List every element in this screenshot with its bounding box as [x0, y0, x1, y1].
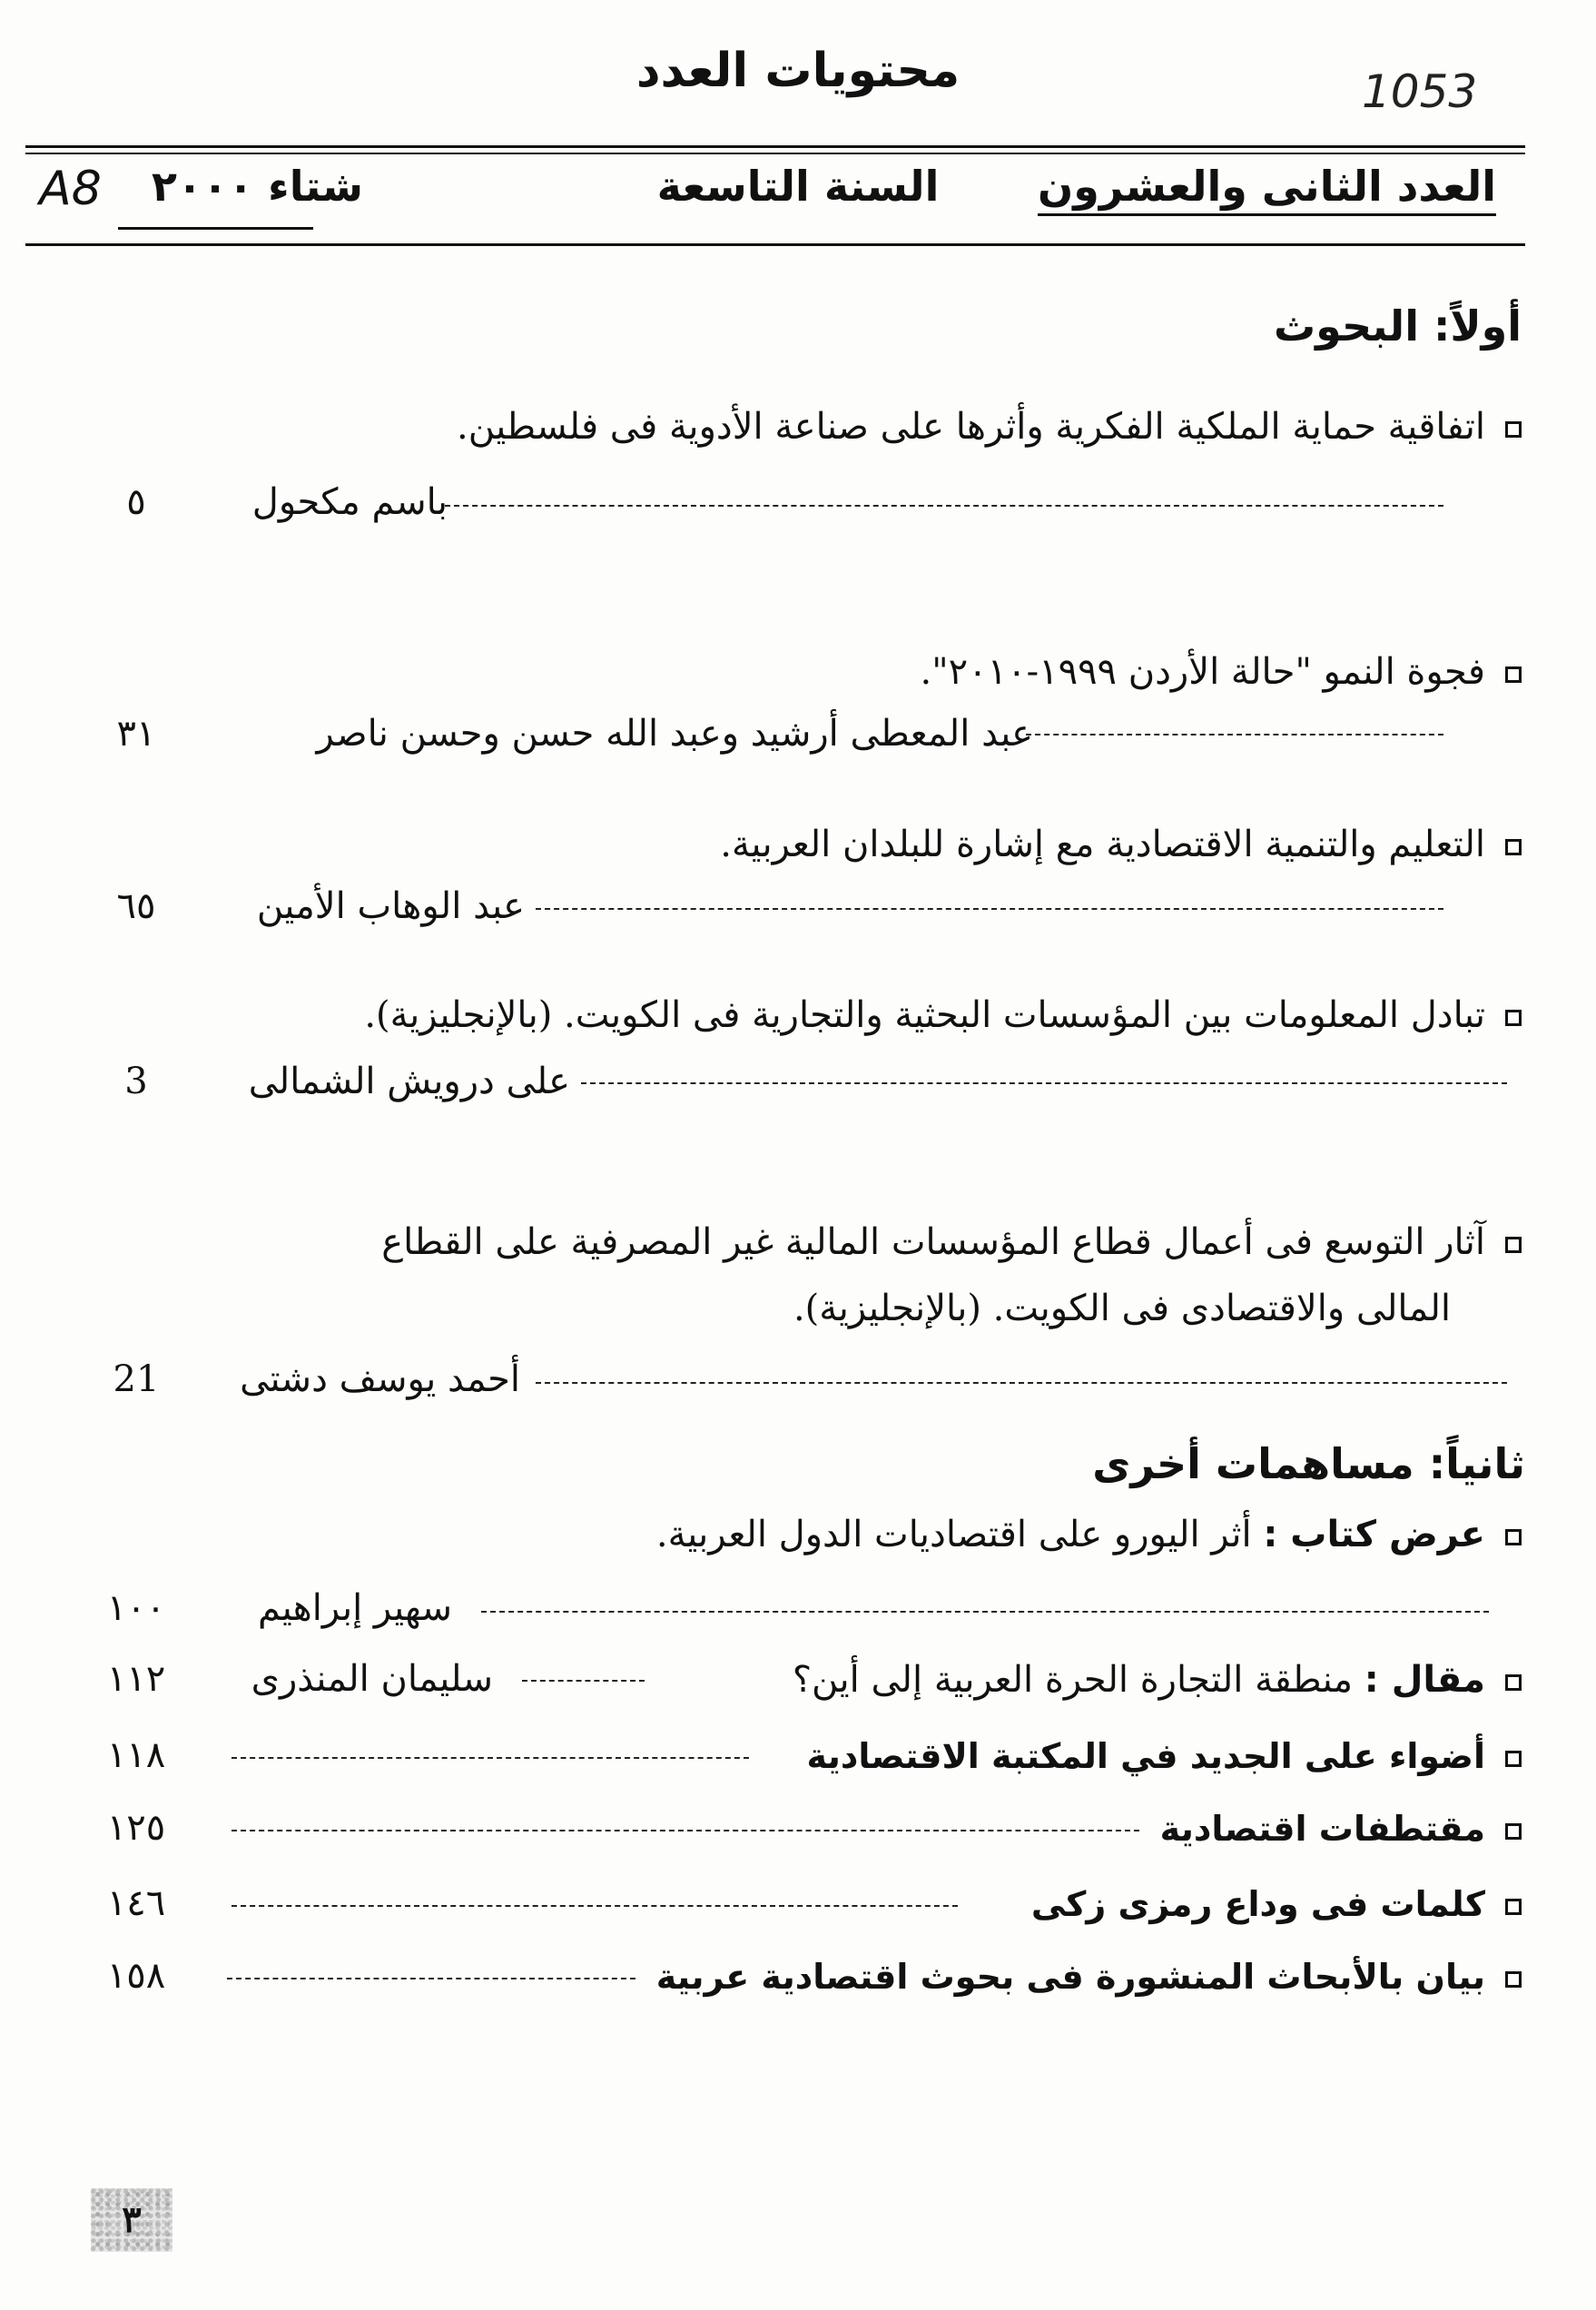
toc-entry-author: سليمان المنذرى	[251, 1658, 493, 1700]
checkbox-bullet-icon	[1505, 1010, 1522, 1026]
checkbox-bullet-icon	[1505, 839, 1522, 855]
toc-entry-author: على درويش الشمالى	[248, 1061, 570, 1102]
toc-entry-page: ١٥٨	[106, 1955, 166, 1997]
toc-entry-page: ١١٨	[106, 1734, 166, 1776]
page-title: محتويات العدد	[635, 44, 961, 98]
toc-entry-title: تبادل المعلومات بين المؤسسات البحثية والتجارية فى الكويت. (بالإنجليزية).	[105, 997, 1522, 1033]
leader-line	[581, 1082, 1507, 1084]
checkbox-bullet-icon	[1505, 666, 1522, 683]
page-number: ٣	[91, 2188, 172, 2252]
leader-line	[232, 1757, 749, 1759]
toc-entry-title: مقتطفات اقتصادية	[105, 1811, 1522, 1846]
season-label: شتاء ٢٠٠٠	[151, 162, 363, 211]
checkbox-bullet-icon	[1505, 1529, 1522, 1545]
issue-label: العدد الثانى والعشرون	[1038, 162, 1496, 211]
checkbox-bullet-icon	[1505, 1971, 1522, 1988]
volume-mark: A8	[39, 162, 102, 216]
leader-line	[445, 505, 1443, 507]
header-rule-top-inner	[25, 153, 1525, 154]
toc-entry-page: ٣١	[116, 713, 156, 755]
toc-entry-page: 3	[124, 1061, 148, 1102]
header-rule-top	[25, 145, 1525, 148]
leader-line	[227, 1978, 635, 1979]
checkbox-bullet-icon	[1505, 1823, 1522, 1840]
toc-entry-title: مقال : منطقة التجارة الحرة العربية إلى أين؟	[105, 1662, 1522, 1698]
leader-line	[481, 1611, 1489, 1613]
toc-entry-title: أضواء على الجديد في المكتبة الاقتصادية	[105, 1739, 1522, 1773]
toc-entry-title: كلمات فى وداع رمزى زكى	[105, 1887, 1522, 1921]
header-rule-bottom	[25, 243, 1525, 246]
toc-entry-page: 21	[113, 1358, 160, 1400]
toc-entry-author: عبد الوهاب الأمين	[256, 885, 525, 927]
toc-entry-author: باسم مكحول	[251, 481, 448, 523]
toc-entry-page: ١١٢	[106, 1658, 166, 1700]
leader-line	[232, 1905, 958, 1907]
section-heading-research: أولاً: البحوث	[1273, 301, 1522, 350]
toc-entry-page: ٥	[126, 481, 146, 523]
toc-entry-author: أحمد يوسف دشتى	[240, 1358, 520, 1400]
checkbox-bullet-icon	[1505, 421, 1522, 438]
toc-entry-page: ٦٥	[116, 885, 156, 927]
toc-entry-title: اتفاقية حماية الملكية الفكرية وأثرها على صناعة الأدوية فى فلسطين.	[105, 409, 1522, 445]
checkbox-bullet-icon	[1505, 1751, 1522, 1767]
season-underline	[118, 227, 313, 230]
leader-line	[536, 908, 1443, 910]
toc-entry-page: ١٤٦	[106, 1882, 166, 1924]
section-heading-contributions: ثانياً: مساهمات أخرى	[1092, 1439, 1525, 1488]
checkbox-bullet-icon	[1505, 1899, 1522, 1915]
toc-entry-title: عرض كتاب : أثر اليورو على اقتصاديات الدول العربية.	[105, 1516, 1522, 1553]
leader-line	[522, 1680, 645, 1682]
toc-entry-title: التعليم والتنمية الاقتصادية مع إشارة للبلدان العربية.	[105, 826, 1522, 863]
toc-entry-author: سهير إبراهيم	[257, 1587, 452, 1629]
checkbox-bullet-icon	[1505, 1674, 1522, 1691]
leader-line	[536, 1382, 1507, 1384]
toc-entry-title: بيان بالأبحاث المنشورة فى بحوث اقتصادية عربية	[105, 1960, 1522, 1994]
leader-line	[232, 1830, 1139, 1831]
handwritten-number: 1053	[1362, 65, 1478, 118]
toc-entry-title: فجوة النمو "حالة الأردن ١٩٩٩-٢٠١٠".	[105, 654, 1522, 690]
leader-line	[1026, 734, 1443, 735]
toc-entry-page: ١٢٥	[106, 1807, 166, 1849]
toc-entry-page: ١٠٠	[106, 1587, 166, 1629]
year-label: السنة التاسعة	[656, 162, 940, 211]
toc-entry-author: عبد المعطى أرشيد وعبد الله حسن وحسن ناصر	[316, 713, 1033, 755]
checkbox-bullet-icon	[1505, 1237, 1522, 1253]
toc-entry-title-continued: المالى والاقتصادى فى الكويت. (بالإنجليزية).	[793, 1288, 1451, 1329]
toc-entry-title: آثار التوسع فى أعمال قطاع المؤسسات المالية غير المصرفية على القطاع	[105, 1224, 1522, 1260]
